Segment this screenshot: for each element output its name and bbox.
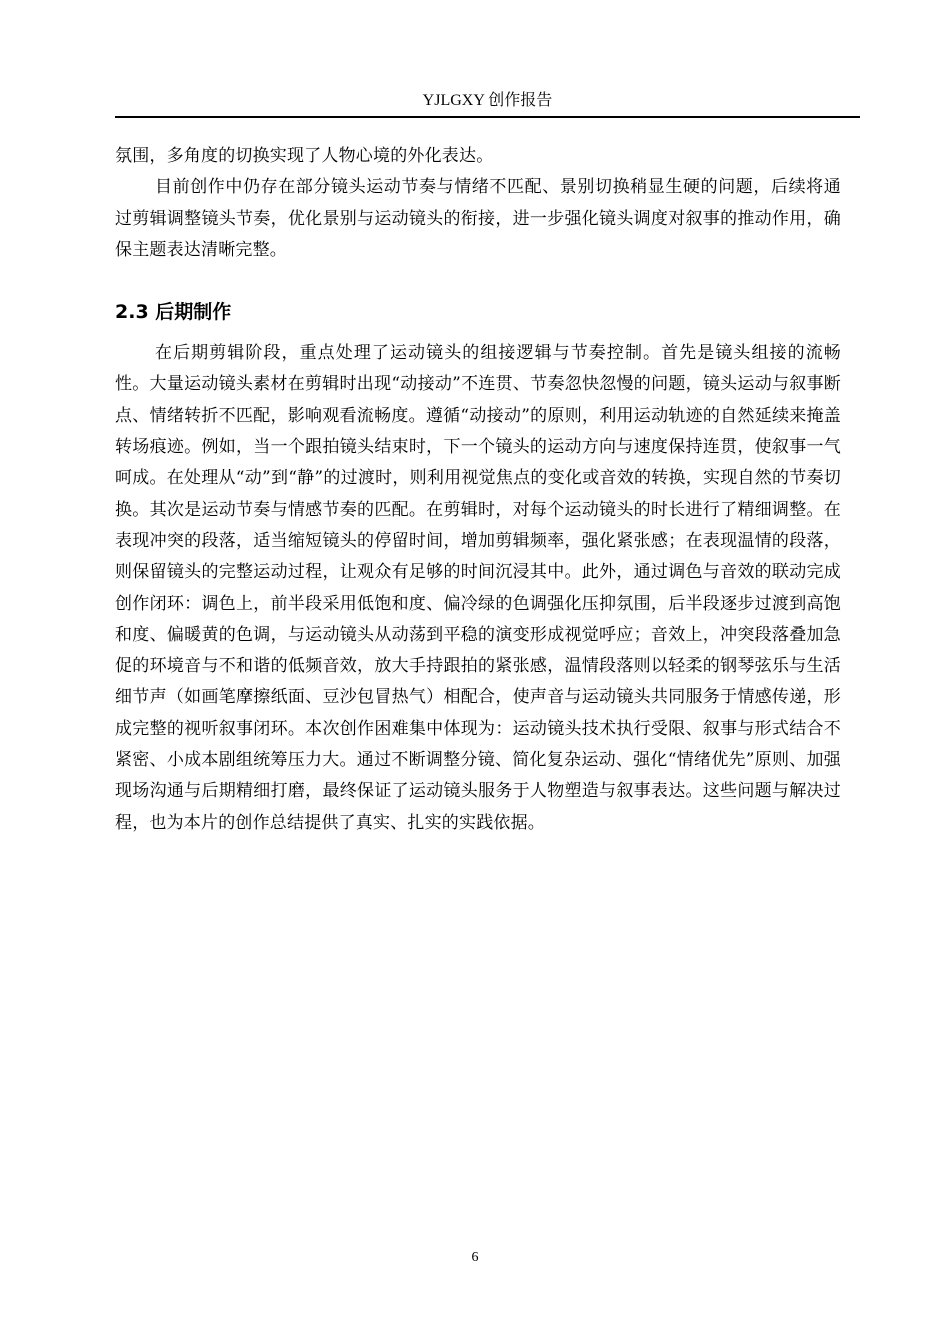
document-body	[115, 141, 841, 839]
continuation-paragraph: 氛围，多角度的切换实现了人物心境的外化表达。	[115, 146, 494, 166]
section-heading: 2.3 后期制作	[115, 301, 232, 324]
page-header	[115, 90, 860, 118]
page-number: 6	[471, 1250, 479, 1265]
post-production-paragraph: 在后期剪辑阶段，重点处理了运动镜头的组接逻辑与节奏控制。首先是镜头组接的流畅性。大量运动镜头素材在剪辑时出现“动接动”不连贯、节奏忽快忽慢的问题，镜头运动与叙事断点、情绪转折不匹配，影响观看流畅度。遵循“动接动”的原则，利用运动轨迹的自然延续来掩盖转场痕迹。例如，当一个跟拍镜头结束时，下一个镜头的运动方向与速度保持连贯，使叙事一气呵成。在处理从“动”到“静”的过渡时，则利用视觉焦点的变化或音效的转换，实现自然的节奏切换。其次是运动节奏与情感节奏的匹配。在剪辑时，对每个运动镜头的时长进行了精细调整。在表现冲突的段落，适当缩短镜头的停留时间，增加剪辑频率，强化紧张感；在表现温情的段落，则保留镜头的完整运动过程，让观众有足够的时间沉浸其中。此外，通过调色与音效的联动完成创作闭环：调色上，前半段采用低饱和度、偏冷绿的色调强化压抑氛围，后半段逐步过渡到高饱和度、偏暖黄的色调，与运动镜头从动荡到平稳的演变形成视觉呼应；音效上，冲突段落叠加急促的环境音与不和谐的低频音效，放大手持跟拍的紧张感，温情段落则以轻柔的钢琴弦乐与生活细节声（如画笔摩擦纸面、豆沙包冒热气）相配合，使声音与运动镜头共同服务于情感传递，形成完整的视听叙事闭环。本次创作困难集中体现为：运动镜头技术执行受限、叙事与形式结合不紧密、小成本剧组统筹压力大。通过不断调整分镜、简化复杂运动、强化“情绪优先”原则、加强现场沟通与后期精细打磨，最终保证了运动镜头服务于人物塑造与叙事表达。这些问题与解决过程，也为本片的创作总结提供了真实、扎实的实践依据。	[115, 343, 841, 833]
issues-paragraph: 目前创作中仍存在部分镜头运动节奏与情绪不匹配、景别切换稍显生硬的问题，后续将通过剪辑调整镜头节奏，优化景别与运动镜头的衔接，进一步强化镜头调度对叙事的推动作用，确保主题表达清晰完整。	[115, 177, 841, 260]
header-title: YJLGXY 创作报告	[422, 92, 553, 109]
